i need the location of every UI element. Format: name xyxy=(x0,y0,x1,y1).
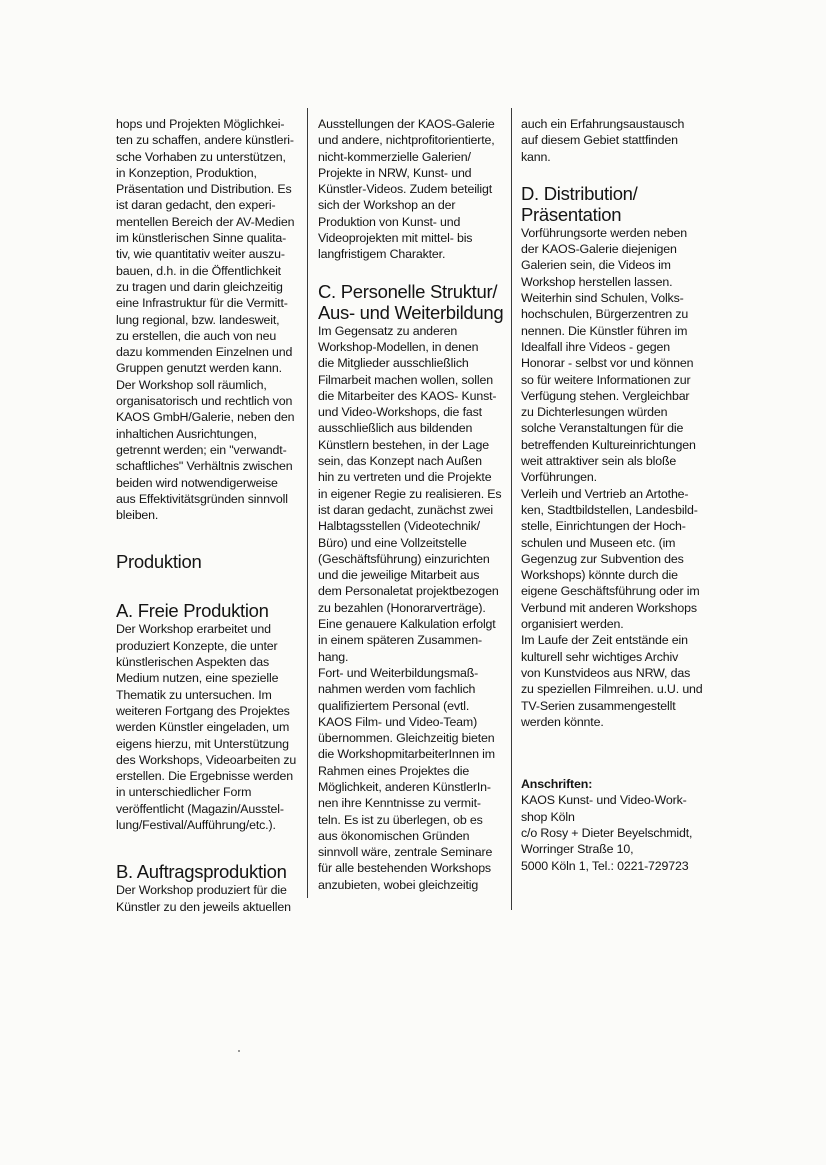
text-line: und die jeweilige Mitarbeit aus xyxy=(318,568,480,583)
text-line: zu tragen und darin gleichzeitig xyxy=(116,279,283,294)
text-line: die WorkshopmitarbeiterInnen im xyxy=(318,747,495,762)
text-line: Halbtagsstellen (Videotechnik/ xyxy=(318,519,480,534)
paper-speck xyxy=(238,1050,240,1052)
text-line: ist daran gedacht, zunächst zwei xyxy=(318,502,493,517)
section-heading-produktion: Produktion xyxy=(116,551,202,573)
column-divider xyxy=(307,108,308,898)
text-line: Vorführungsorte werden neben xyxy=(521,225,687,240)
text-line: Galerien sein, die Videos im xyxy=(521,258,671,273)
text-line: zu bezahlen (Honorarverträge). xyxy=(318,600,486,615)
text-line: Projekte in NRW, Kunst- und xyxy=(318,165,472,180)
text-line: lung/Festival/Aufführung/etc.). xyxy=(116,817,276,832)
text-line: Workshop-Modellen, in denen xyxy=(318,339,479,354)
text-line: Videoprojekten mit mittel- bis xyxy=(318,231,473,246)
text-line: nen ihre Kenntnisse zu vermit- xyxy=(318,796,481,811)
text-line: stelle, Einrichtungen der Hoch- xyxy=(521,519,686,534)
text-line: KAOS Film- und Video-Team) xyxy=(318,714,478,729)
text-line: mentellen Bereich der AV-Medien xyxy=(116,214,295,229)
paragraph-freie-produktion xyxy=(116,621,298,833)
text-line: im künstlerischen Sinne qualita- xyxy=(116,231,287,246)
text-line: dem Personaletat projektbezogen xyxy=(318,584,499,599)
text-line: nicht-kommerzielle Galerien/ xyxy=(318,149,471,164)
text-line: auf diesem Gebiet stattfinden xyxy=(521,133,678,148)
text-line: Der Workshop soll räumlich, xyxy=(116,377,267,392)
text-line: sich der Workshop an der xyxy=(318,198,456,213)
text-line: weit attraktiver sein als bloße xyxy=(521,454,677,469)
text-line: für alle bestehenden Workshops xyxy=(318,861,491,876)
text-line: langfristigem Charakter. xyxy=(318,247,446,262)
text-line: inhaltichen Ausrichtungen, xyxy=(116,426,257,441)
paragraph-auftragsproduktion xyxy=(116,882,298,915)
text-line: teln. Es ist zu überlegen, ob es xyxy=(318,812,483,827)
text-line: des Workshops, Videoarbeiten zu xyxy=(116,752,297,767)
text-line: der KAOS-Galerie diejenigen xyxy=(521,242,677,257)
text-line: und Video-Workshops, die fast xyxy=(318,405,482,420)
text-line: organisiert werden. xyxy=(521,617,624,632)
text-line: schaftliches" Verhältnis zwischen xyxy=(116,459,293,474)
text-line: sinnvoll wäre, zentrale Seminare xyxy=(318,845,493,860)
intro-paragraph xyxy=(116,116,298,523)
text-line: Künstler-Videos. Zudem beteiligt xyxy=(318,182,493,197)
text-line: TV-Serien zusammengestellt xyxy=(521,698,676,713)
text-line: Verbund mit anderen Workshops xyxy=(521,600,697,615)
text-line: anzubieten, wobei gleichzeitig xyxy=(318,877,479,892)
text-line: von Kunstvideos aus NRW, das xyxy=(521,665,691,680)
text-line: Workshops) könnte durch die xyxy=(521,568,678,583)
text-line: bauen, d.h. in die Öffentlichkeit xyxy=(116,263,281,278)
text-line: künstlerischen Aspekten das xyxy=(116,655,269,670)
text-line: Verfügung stehen. Vergleichbar xyxy=(521,388,690,403)
text-line: zu erstellen, die auch von neu xyxy=(116,328,277,343)
text-column-2 xyxy=(318,116,502,893)
paragraph-continued xyxy=(521,116,711,165)
text-column-3 xyxy=(521,116,711,874)
text-line: Fort- und Weiterbildungsmaß- xyxy=(318,665,479,680)
text-line: hochschulen, Bürgerzentren zu xyxy=(521,307,689,322)
text-line: sche Vorhaben zu unterstützen, xyxy=(116,149,286,164)
heading-distribution-line1: D. Distribution/ xyxy=(521,182,638,204)
text-line: shop Köln xyxy=(521,809,575,824)
text-line: sein, das Konzept nach Außen xyxy=(318,454,482,469)
text-line: Weiterhin sind Schulen, Volks- xyxy=(521,291,684,306)
heading-personelle-struktur-line2: Aus- und Weiterbildung xyxy=(318,301,504,323)
text-line: Künstlern bestehen, in der Lage xyxy=(318,437,490,452)
text-line: getrennt werden; ein "verwandt- xyxy=(116,442,287,457)
text-line: schulen und Museen etc. (im xyxy=(521,535,676,550)
text-line: Worringer Straße 10, xyxy=(521,842,634,857)
text-line: Gruppen genutzt werden kann. xyxy=(116,361,282,376)
text-line: betreffenden Kultureinrichtungen xyxy=(521,437,696,452)
text-line: Produktion von Kunst- und xyxy=(318,214,461,229)
heading-freie-produktion: A. Freie Produktion xyxy=(116,600,269,622)
text-line: Eine genauere Kalkulation erfolgt xyxy=(318,617,496,632)
text-line: solche Veranstaltungen für die xyxy=(521,421,684,436)
text-line: Medium nutzen, eine spezielle xyxy=(116,671,279,686)
text-line: Büro) und eine Vollzeitstelle xyxy=(318,535,467,550)
text-line: hang. xyxy=(318,649,349,664)
text-line: Thematik zu untersuchen. Im xyxy=(116,687,272,702)
text-line: nahmen werden vom fachlich xyxy=(318,682,476,697)
paragraph-personelle-struktur xyxy=(318,323,502,893)
text-line: Idealfall ihre Videos - gegen xyxy=(521,339,671,354)
text-line: aus Effektivitätsgründen sinnvoll xyxy=(116,491,288,506)
address-heading: Anschriften: xyxy=(521,777,593,792)
text-line: in einem späteren Zusammen- xyxy=(318,633,482,648)
text-line: Im Laufe der Zeit entstände ein xyxy=(521,633,688,648)
text-line: Filmarbeit machen wollen, sollen xyxy=(318,372,493,387)
text-line: veröffentlicht (Magazin/Ausstel- xyxy=(116,801,284,816)
text-line: kann. xyxy=(521,149,551,164)
text-line: werden könnte. xyxy=(521,714,604,729)
text-line: kulturell sehr wichtiges Archiv xyxy=(521,649,679,664)
text-line: Der Workshop erarbeitet und xyxy=(116,622,271,637)
text-line: 5000 Köln 1, Tel.: 0221-729723 xyxy=(521,858,689,873)
text-line: weiteren Fortgang des Projektes xyxy=(116,703,290,718)
text-line: KAOS GmbH/Galerie, neben den xyxy=(116,410,295,425)
text-line: bleiben. xyxy=(116,508,159,523)
text-line: lung regional, bzw. landesweit, xyxy=(116,312,280,327)
text-line: dazu kommenden Einzelnen und xyxy=(116,345,293,360)
text-column-1 xyxy=(116,116,298,915)
text-line: Rahmen eines Projektes die xyxy=(318,763,470,778)
text-line: organisatorisch und rechtlich von xyxy=(116,394,293,409)
text-line: aus ökonomischen Gründen xyxy=(318,828,470,843)
text-line: Gegenzug zur Subvention des xyxy=(521,551,684,566)
text-line: eigens hierzu, mit Unterstützung xyxy=(116,736,289,751)
text-line: so für weitere Informationen zur xyxy=(521,372,691,387)
text-line: qualifiziertem Personal (evtl. xyxy=(318,698,470,713)
text-line: Präsentation und Distribution. Es xyxy=(116,182,292,197)
text-line: hin zu vertreten und die Projekte xyxy=(318,470,492,485)
text-line: in eigener Regie zu realisieren. Es xyxy=(318,486,502,501)
paragraph-continued xyxy=(318,116,502,263)
paragraph-distribution xyxy=(521,225,711,730)
heading-auftragsproduktion: B. Auftragsproduktion xyxy=(116,861,287,883)
heading-distribution-line2: Präsentation xyxy=(521,203,622,225)
text-line: die Mitglieder ausschließlich xyxy=(318,356,469,371)
text-line: beiden wird notwendigerweise xyxy=(116,475,278,490)
text-line: Der Workshop produziert für die xyxy=(116,883,287,898)
text-line: zu speziellen Filmreihen. u.U. und xyxy=(521,682,703,697)
text-line: ken, Stadtbildstellen, Landesbild- xyxy=(521,502,698,517)
text-line: ist daran gedacht, den experi- xyxy=(116,198,276,213)
text-line: Ausstellungen der KAOS-Galerie xyxy=(318,117,495,131)
text-line: eine Infrastruktur für die Vermitt- xyxy=(116,296,288,311)
text-line: Vorführungen. xyxy=(521,470,597,485)
column-divider xyxy=(511,108,512,910)
address-block xyxy=(521,792,711,873)
text-line: Im Gegensatz zu anderen xyxy=(318,323,458,338)
text-line: die Mitarbeiter des KAOS- Kunst- xyxy=(318,388,497,403)
text-line: auch ein Erfahrungsaustausch xyxy=(521,117,685,131)
heading-personelle-struktur-line1: C. Personelle Struktur/ xyxy=(318,280,498,302)
text-line: übernommen. Gleichzeitig bieten xyxy=(318,731,495,746)
text-line: produziert Konzepte, die unter xyxy=(116,638,278,653)
text-line: (Geschäftsführung) einzurichten xyxy=(318,551,490,566)
text-line: Möglichkeit, anderen KünstlerIn- xyxy=(318,779,491,794)
text-line: ten zu schaffen, andere künstleri- xyxy=(116,133,294,148)
text-line: in Konzeption, Produktion, xyxy=(116,165,257,180)
text-line: tiv, wie quantitativ weiter auszu- xyxy=(116,247,285,262)
text-line: in unterschiedlicher Form xyxy=(116,785,252,800)
text-line: zu Dichterlesungen würden xyxy=(521,405,668,420)
text-line: werden Künstler eingeladen, um xyxy=(116,720,290,735)
text-line: hops und Projekten Möglichkei- xyxy=(116,117,285,131)
text-line: und andere, nichtprofitorientierte, xyxy=(318,133,495,148)
text-line: Künstler zu den jeweils aktuellen xyxy=(116,899,291,914)
text-line: Verleih und Vertrieb an Artothe- xyxy=(521,486,689,501)
text-line: ausschließlich aus bildenden xyxy=(318,421,473,436)
text-line: nennen. Die Künstler führen im xyxy=(521,323,688,338)
text-line: Workshop herstellen lassen. xyxy=(521,274,673,289)
text-line: c/o Rosy + Dieter Beyelschmidt, xyxy=(521,825,693,840)
text-line: Honorar - selbst vor und können xyxy=(521,356,694,371)
text-line: eigene Geschäftsführung oder im xyxy=(521,584,700,599)
text-line: erstellen. Die Ergebnisse werden xyxy=(116,769,294,784)
text-line: KAOS Kunst- und Video-Work- xyxy=(521,793,687,808)
